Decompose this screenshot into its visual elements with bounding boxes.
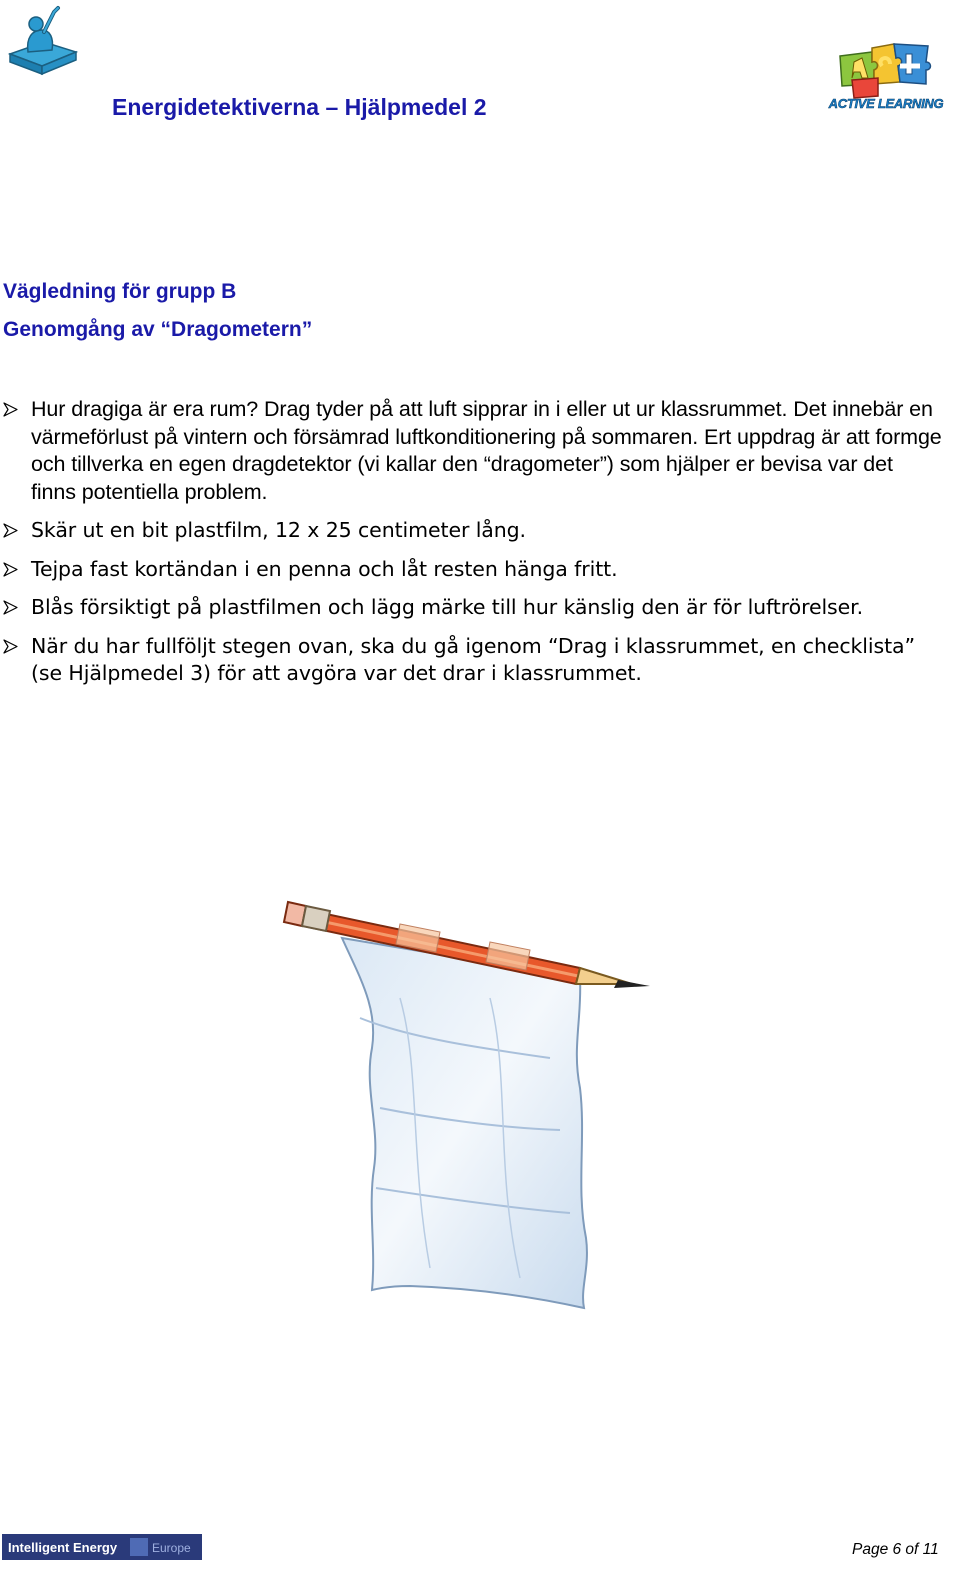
arrow-bullet-icon [3, 562, 18, 577]
list-item-text: Blås försiktigt på plastfilmen och lägg märke till hur känslig den är för luftrörelser. [31, 595, 864, 619]
intelligent-energy-europe-logo [2, 1534, 202, 1560]
arrow-bullet-icon [3, 600, 18, 615]
list-item [3, 517, 943, 545]
page-number: Page 6 of 11 [852, 1541, 939, 1558]
list-item [3, 556, 943, 584]
list-item-text: Tejpa fast kortändan i en penna och låt resten hänga fritt. [31, 556, 618, 581]
list-item [3, 396, 943, 506]
pencil-with-plastic-film-illustration [280, 868, 680, 1318]
section-title: Vägledning för grupp B [3, 280, 237, 303]
puzzle-active-learning-logo [828, 38, 944, 124]
list-item [3, 633, 943, 688]
list-item-text: Skär ut en bit plastfilm, 12 x 25 centimeter lång. [31, 518, 526, 542]
ie-logo-europe-text: Europe [152, 1541, 191, 1555]
arrow-bullet-icon [3, 639, 18, 654]
instruction-list [3, 396, 943, 688]
section-subtitle: Genomgång av “Dragometern” [3, 318, 313, 341]
person-at-desk-icon [4, 2, 78, 76]
arrow-bullet-icon [3, 402, 18, 417]
brand-logo-text: ACTIVE LEARNING [828, 96, 944, 111]
list-item [3, 594, 943, 622]
ie-logo-text: Intelligent Energy [8, 1540, 118, 1555]
arrow-bullet-icon [3, 523, 18, 538]
list-item-text: Hur dragiga är era rum? Drag tyder på att luft sipprar in i eller ut ur klassrummet. Det innebär en värmeförlust på vintern och försämrad luftkonditionering på sommaren. Ert uppdrag är att formge och tillverka en egen dragdetektor (vi kallar den “dragometer”) som hjälper er bevisa var det finns potentiella problem. [31, 397, 942, 504]
header-title: Energidetektiverna – Hjälpmedel 2 [112, 94, 487, 120]
list-item-text: När du har fullföljt stegen ovan, ska du gå igenom “Drag i klassrummet, en checklista” (se Hjälpmedel 3) för att avgöra var det drar i klassrummet. [31, 633, 915, 685]
